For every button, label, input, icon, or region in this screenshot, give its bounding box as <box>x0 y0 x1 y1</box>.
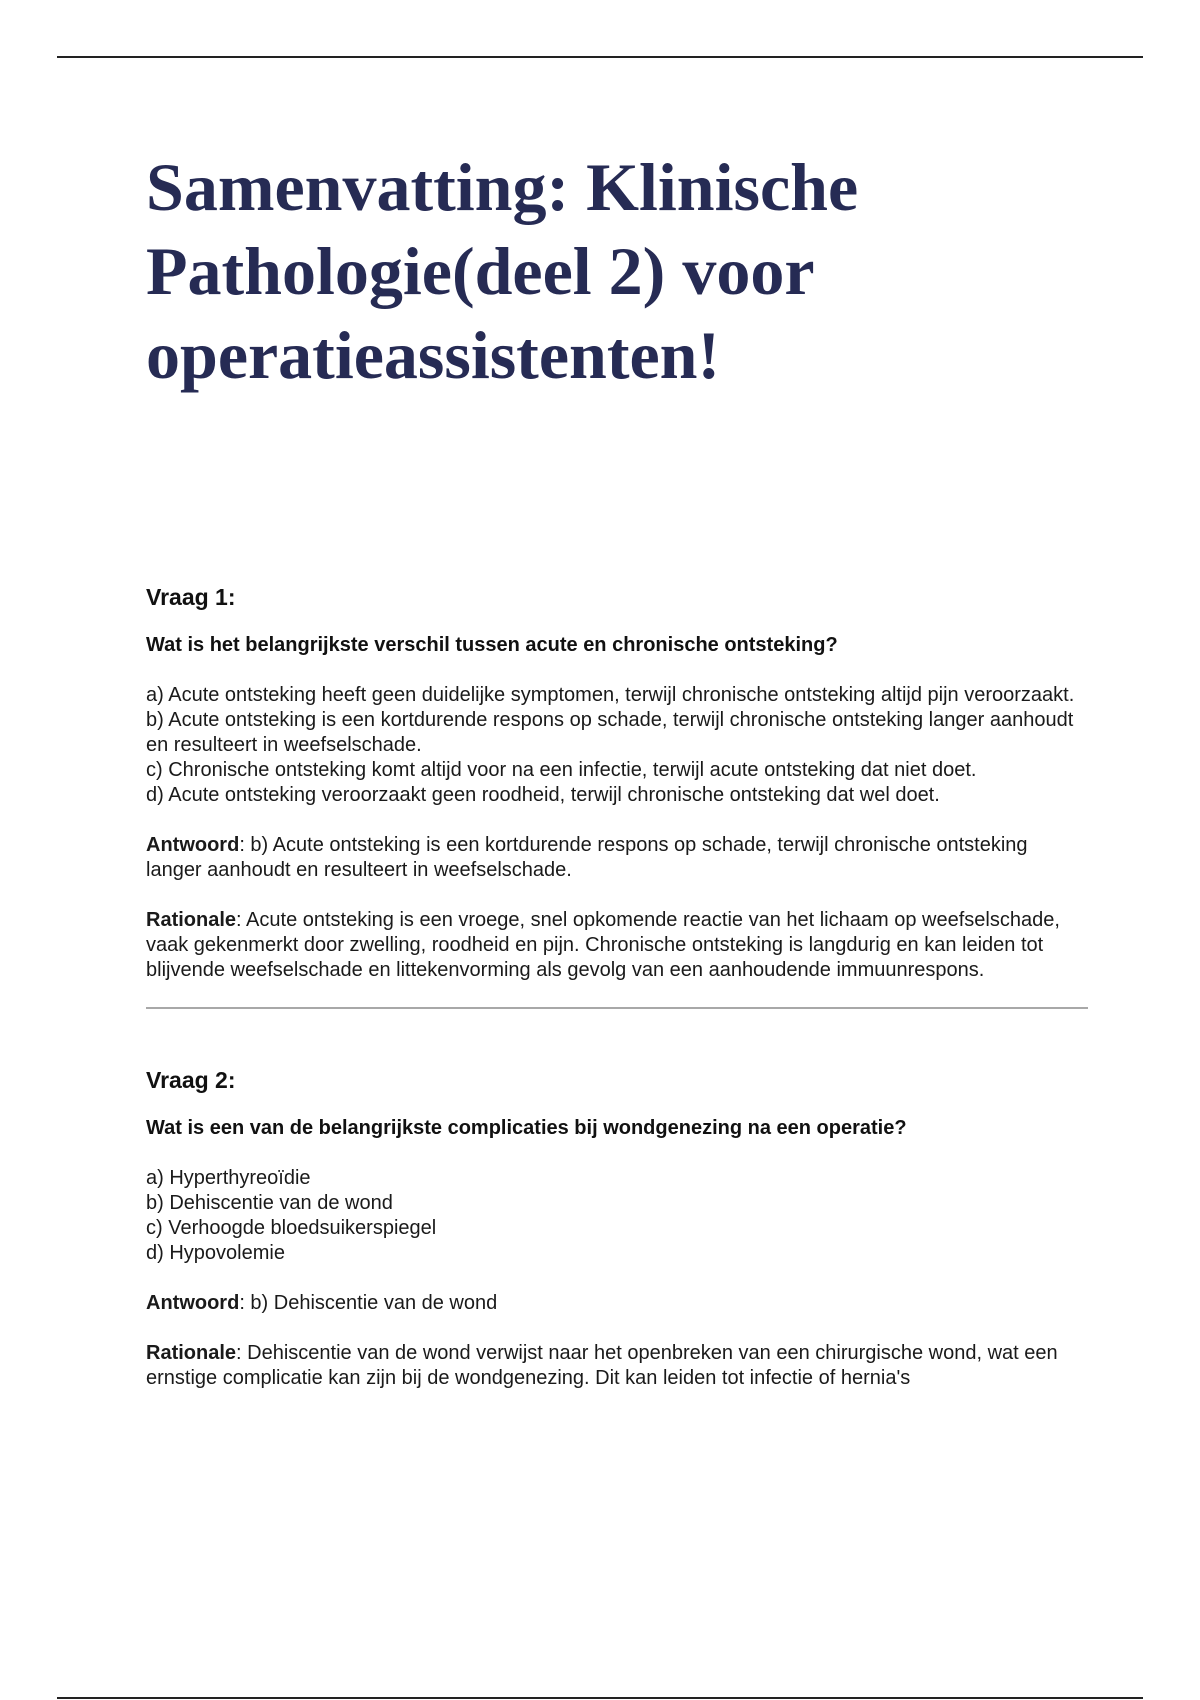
option-a: a) Hyperthyreoïdie <box>146 1167 311 1189</box>
label-colon: : <box>239 1292 245 1314</box>
question-1 <box>146 583 1086 983</box>
question-prompt: Wat is een van de belangrijkste complicaties bij wondgenezing na een operatie? <box>146 1117 907 1139</box>
option-b: b) Acute ontsteking is een kortdurende respons op schade, terwijl chronische ontsteking langer aanhoudt en resulteert in weefselschade. <box>146 709 1074 756</box>
section-divider <box>146 1007 1088 1009</box>
option-b: b) Dehiscentie van de wond <box>146 1192 393 1214</box>
label-colon: : <box>236 909 242 931</box>
option-c: c) Chronische ontsteking komt altijd voor na een infectie, terwijl acute ontsteking dat niet doet. <box>146 759 977 781</box>
rationale-label: Rationale <box>146 909 237 931</box>
rationale-text: Dehiscentie van de wond verwijst naar het openbreken van een chirurgische wond, wat een ernstige complicatie kan zijn bij de wondgenezing. Dit kan leiden tot infectie of hernia's <box>146 1342 1058 1389</box>
rationale-label: Rationale <box>146 1342 237 1364</box>
answer-options <box>146 1166 1086 1266</box>
option-d: d) Hypovolemie <box>146 1242 285 1264</box>
option-c: c) Verhoogde bloedsuikerspiegel <box>146 1217 437 1239</box>
question-heading: Vraag 2: <box>146 1067 236 1093</box>
question-2 <box>146 1066 1086 1391</box>
question-heading: Vraag 1: <box>146 584 236 610</box>
label-colon: : <box>239 834 245 856</box>
option-a: a) Acute ontsteking heeft geen duidelijke symptomen, terwijl chronische ontsteking altijd pijn veroorzaakt. <box>146 684 1075 706</box>
answer-text: b) Dehiscentie van de wond <box>244 1292 498 1314</box>
answer-paragraph <box>146 833 1086 883</box>
answer-label: Antwoord <box>146 834 240 856</box>
answer-text: b) Acute ontsteking is een kortdurende respons op schade, terwijl chronische ontsteking langer aanhoudt en resulteert in weefselschade. <box>146 834 1028 881</box>
bottom-rule <box>57 1697 1143 1699</box>
document-title: Samenvatting: Klinische Pathologie(deel 2) voor operatieassistenten! <box>146 149 859 393</box>
label-colon: : <box>236 1342 242 1364</box>
question-prompt: Wat is het belangrijkste verschil tussen acute en chronische ontsteking? <box>146 634 838 656</box>
option-d: d) Acute ontsteking veroorzaakt geen roodheid, terwijl chronische ontsteking dat wel doet. <box>146 784 940 806</box>
answer-options <box>146 683 1086 808</box>
answer-label: Antwoord <box>146 1292 240 1314</box>
rationale-text: Acute ontsteking is een vroege, snel opkomende reactie van het lichaam op weefselschade, vaak gekenmerkt door zwelling, roodheid en pijn. Chronische ontsteking is langdurig en kan leiden tot blijvende weefselschade en littekenvorming als gevolg van een aanhoudende immuunrespons. <box>146 909 1060 981</box>
top-rule <box>57 56 1143 58</box>
document-content <box>146 145 1086 1391</box>
rationale-paragraph <box>146 908 1086 983</box>
rationale-paragraph <box>146 1341 1086 1391</box>
answer-paragraph <box>146 1291 1086 1316</box>
